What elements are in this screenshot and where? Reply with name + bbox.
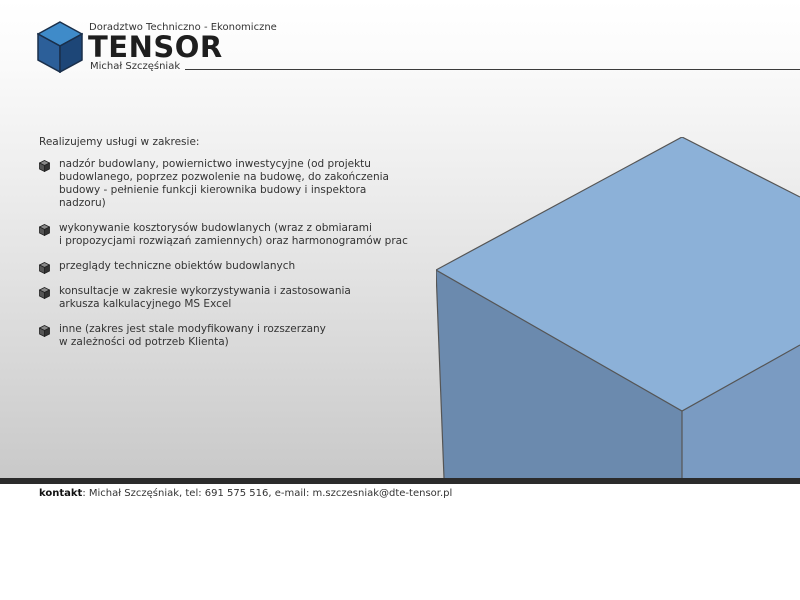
cube-logo-icon <box>37 21 83 73</box>
header-rule <box>185 69 800 70</box>
service-item <box>39 285 419 311</box>
service-item <box>39 260 419 273</box>
service-item <box>39 323 419 349</box>
services-list <box>39 158 419 361</box>
service-text-line: wykonywanie kosztorysów budowlanych (wraz z obmiarami <box>59 222 372 234</box>
decorative-cube-icon <box>436 137 800 478</box>
service-text-line: budowlanego, poprzez pozwolenie na budowę, do zakończenia <box>59 171 389 183</box>
service-item <box>39 158 419 210</box>
service-item <box>39 222 419 248</box>
service-text-line: nadzoru) <box>59 197 106 209</box>
brand-title: TENSOR <box>88 30 223 64</box>
cube-bullet-icon <box>39 224 50 236</box>
service-text-line: konsultacje w zakresie wykorzystywania i zastosowania <box>59 285 351 297</box>
service-text-line: przeglądy techniczne obiektów budowlanych <box>59 260 296 272</box>
owner-name: Michał Szczęśniak <box>90 61 181 72</box>
contact-details: : Michał Szczęśniak, tel: 691 575 516, e-mail: m.szczesniak@dte-tensor.pl <box>82 488 453 499</box>
service-text-line: inne (zakres jest stale modyfikowany i rozszerzany <box>59 323 326 335</box>
cube-bullet-icon <box>39 160 50 172</box>
cube-bullet-icon <box>39 262 50 274</box>
company-tagline: Doradztwo Techniczno - Ekonomiczne <box>89 22 277 33</box>
cube-bullet-icon <box>39 325 50 337</box>
footer <box>0 484 800 600</box>
service-text-line: w zależności od potrzeb Klienta) <box>59 336 229 348</box>
contact-label: kontakt <box>39 488 83 499</box>
services-intro: Realizujemy usługi w zakresie: <box>39 136 200 148</box>
service-text-line: nadzór budowlany, powiernictwo inwestycyjne (od projektu <box>59 158 371 170</box>
service-text-line: budowy - pełnienie funkcji kierownika budowy i inspektora <box>59 184 367 196</box>
service-text-line: arkusza kalkulacyjnego MS Excel <box>59 298 232 310</box>
cube-bullet-icon <box>39 287 50 299</box>
contact-info <box>39 488 452 499</box>
service-text-line: i propozycjami rozwiązań zamiennych) oraz harmonogramów prac <box>59 235 408 247</box>
